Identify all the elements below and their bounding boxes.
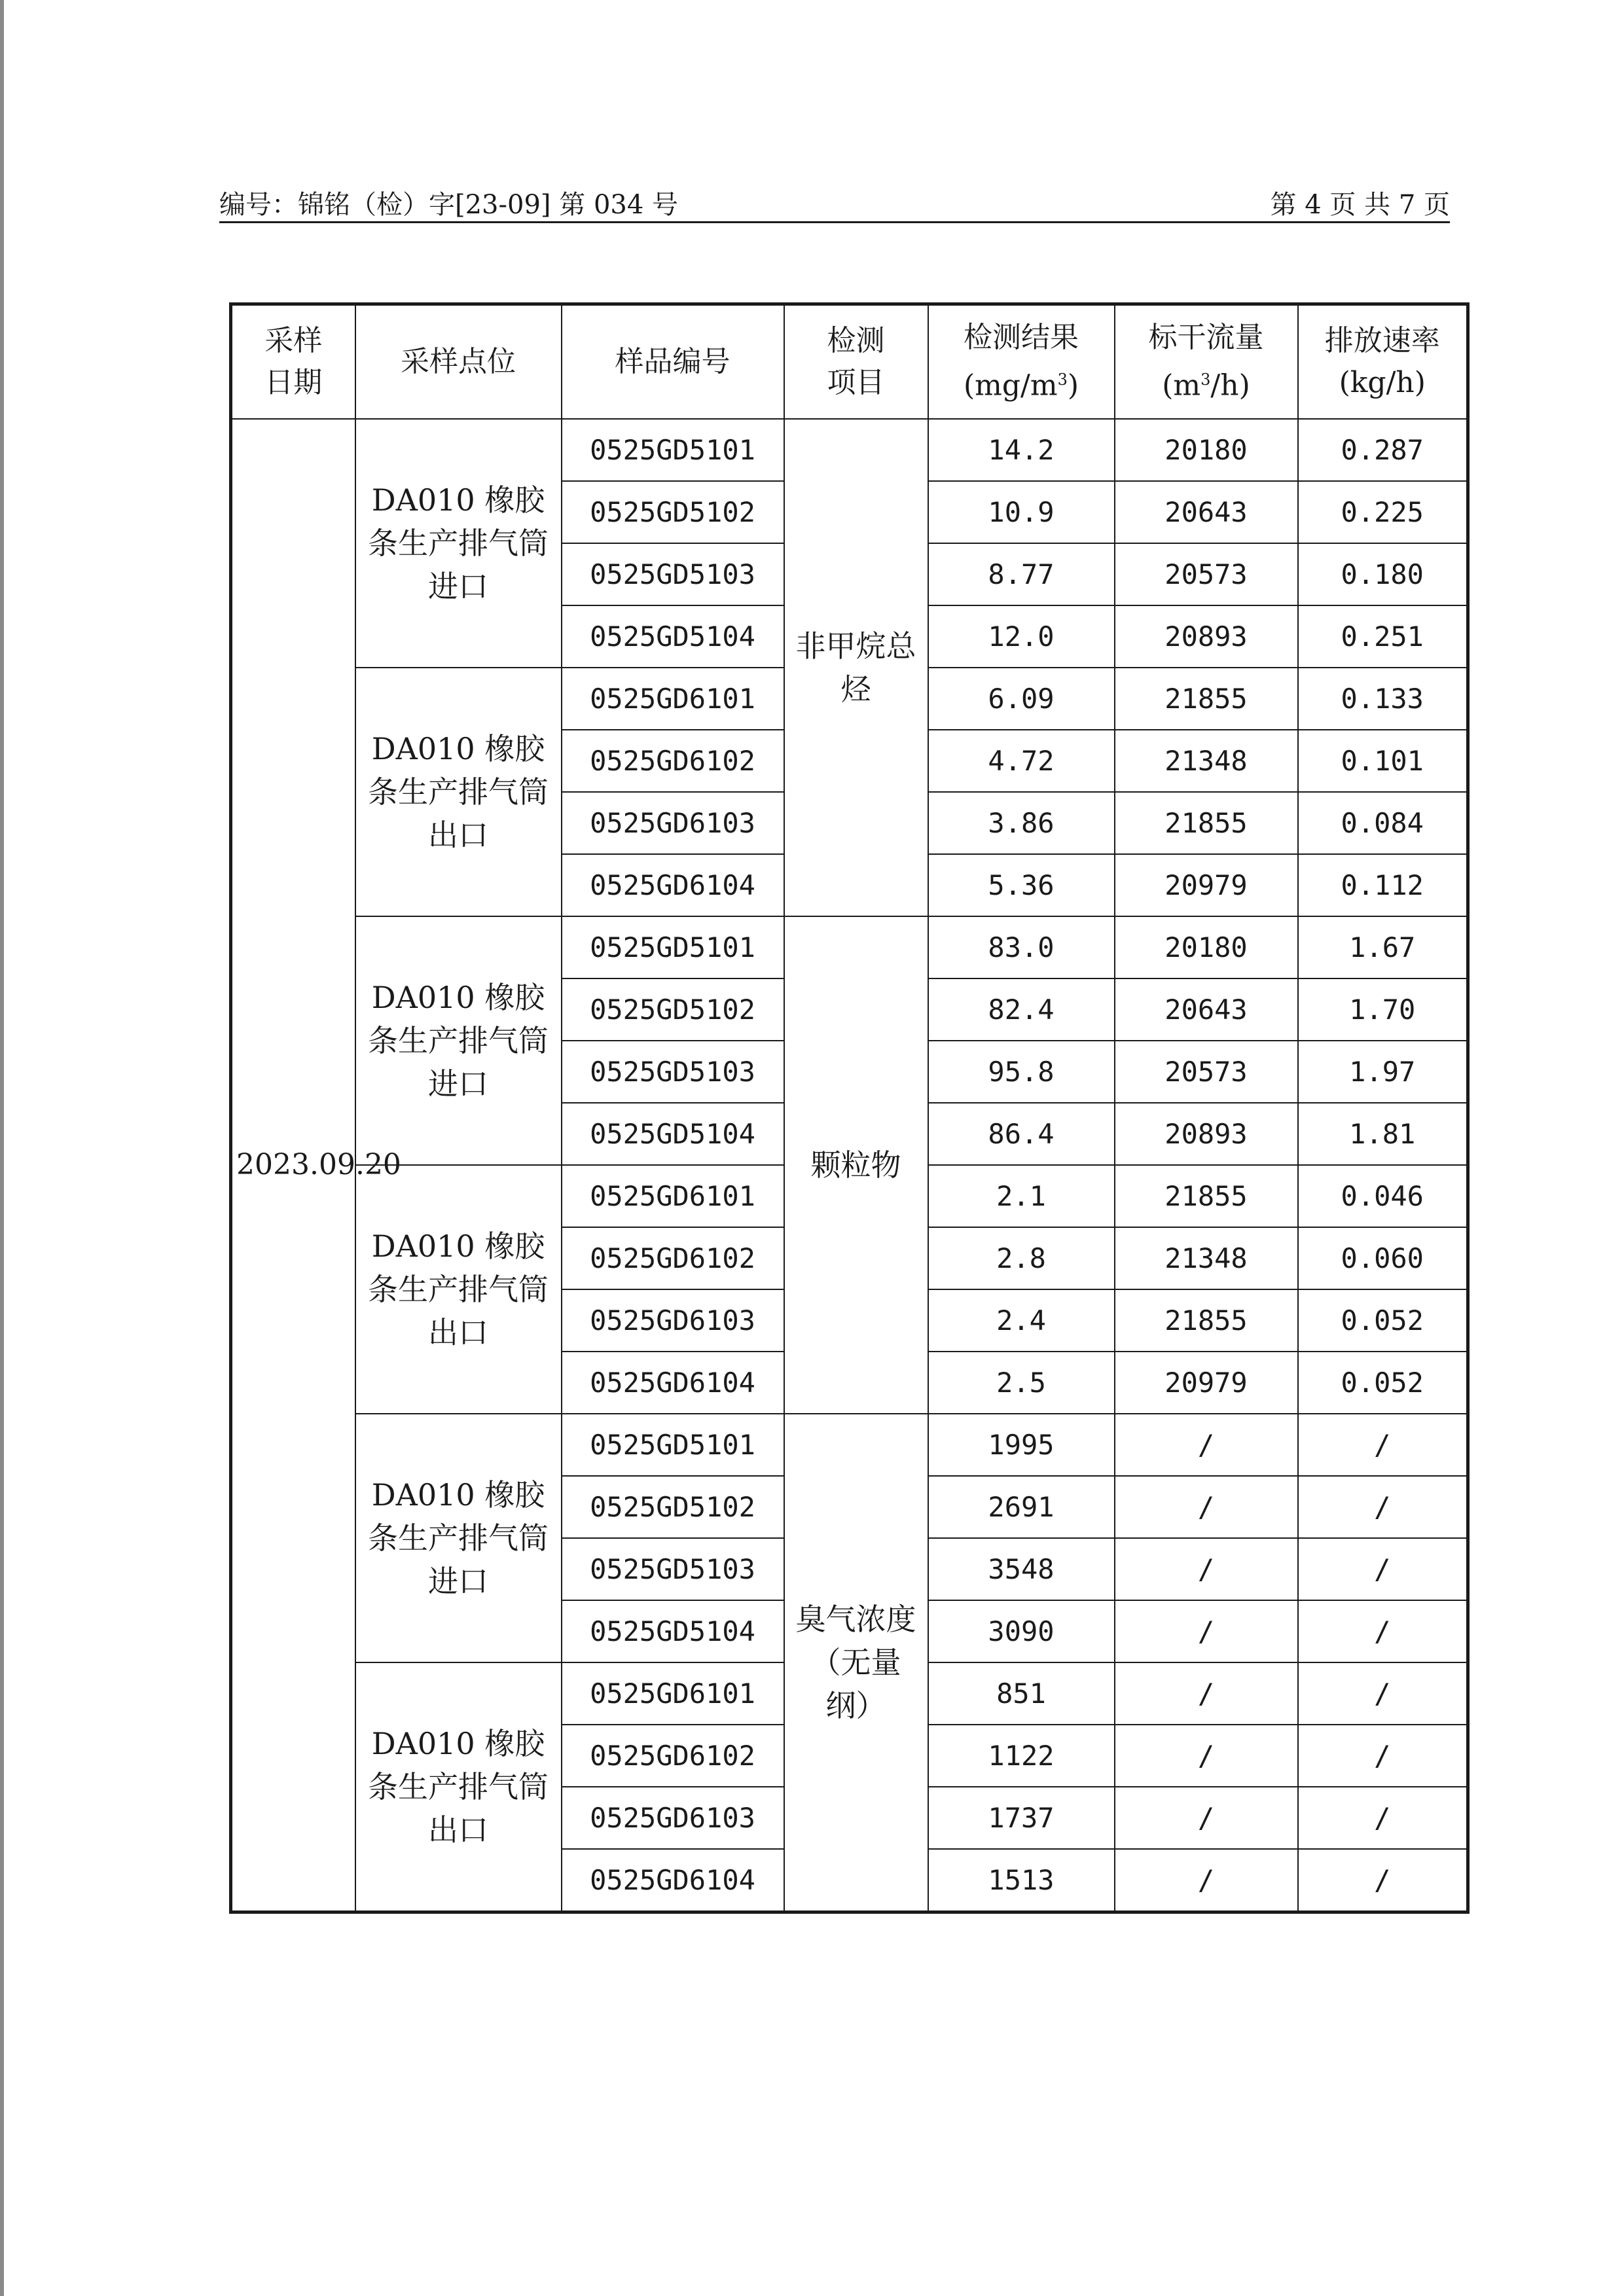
test-result: 2.1 [928, 1165, 1115, 1227]
sample-number: 0525GD5102 [562, 1476, 784, 1538]
test-result: 8.77 [928, 543, 1115, 605]
test-result: 82.4 [928, 978, 1115, 1041]
document-number: 编号：锦铭（检）字[23-09] 第 034 号 [219, 190, 679, 220]
sample-number: 0525GD5103 [562, 1041, 784, 1103]
test-result: 86.4 [928, 1103, 1115, 1165]
emission-rate: 0.180 [1298, 543, 1468, 605]
emission-rate: 0.084 [1298, 792, 1468, 854]
test-result: 12.0 [928, 605, 1115, 668]
test-result: 2.5 [928, 1352, 1115, 1414]
standard-dry-flow: 20180 [1115, 419, 1298, 481]
standard-dry-flow: 20573 [1115, 1041, 1298, 1103]
standard-dry-flow: 21855 [1115, 792, 1298, 854]
test-result: 83.0 [928, 916, 1115, 978]
header-sampling-date: 采样 日期 [231, 304, 355, 420]
sample-number: 0525GD6104 [562, 1849, 784, 1912]
emission-rate: 1.67 [1298, 916, 1468, 978]
test-item-pm: 颗粒物 [784, 916, 928, 1414]
sampling-site-outlet: DA010 橡胶条生产排气筒出口 [355, 1165, 562, 1414]
test-result: 4.72 [928, 730, 1115, 792]
sample-number: 0525GD5104 [562, 1600, 784, 1662]
standard-dry-flow: 21348 [1115, 730, 1298, 792]
standard-dry-flow: / [1115, 1787, 1298, 1849]
test-result: 5.36 [928, 854, 1115, 916]
test-result: 3.86 [928, 792, 1115, 854]
emission-rate: / [1298, 1662, 1468, 1725]
header-test-item: 检测 项目 [784, 304, 928, 420]
test-result: 10.9 [928, 481, 1115, 543]
test-result: 14.2 [928, 419, 1115, 481]
sample-number: 0525GD5103 [562, 1538, 784, 1600]
sample-number: 0525GD6101 [562, 1165, 784, 1227]
test-result: 1513 [928, 1849, 1115, 1912]
emission-rate: 0.225 [1298, 481, 1468, 543]
standard-dry-flow: 21348 [1115, 1227, 1298, 1289]
emission-rate: / [1298, 1600, 1468, 1662]
standard-dry-flow: / [1115, 1662, 1298, 1725]
emission-rate: 0.052 [1298, 1289, 1468, 1352]
standard-dry-flow: / [1115, 1476, 1298, 1538]
table-header-row [231, 304, 1468, 420]
standard-dry-flow: / [1115, 1600, 1298, 1662]
emission-rate: / [1298, 1538, 1468, 1600]
standard-dry-flow: 20643 [1115, 978, 1298, 1041]
standard-dry-flow: 21855 [1115, 1165, 1298, 1227]
emission-rate: 0.052 [1298, 1352, 1468, 1414]
sample-number: 0525GD6104 [562, 1352, 784, 1414]
sample-number: 0525GD6102 [562, 730, 784, 792]
page-number: 第 4 页 共 7 页 [1270, 190, 1450, 220]
emission-rate: 0.046 [1298, 1165, 1468, 1227]
test-result: 1122 [928, 1725, 1115, 1787]
sample-number: 0525GD6103 [562, 792, 784, 854]
sample-number: 0525GD5101 [562, 916, 784, 978]
header-sampling-site: 采样点位 [355, 304, 562, 420]
standard-dry-flow: / [1115, 1725, 1298, 1787]
standard-dry-flow: 20643 [1115, 481, 1298, 543]
emission-rate: 0.060 [1298, 1227, 1468, 1289]
emission-rate: / [1298, 1725, 1468, 1787]
header-sample-number: 样品编号 [562, 304, 784, 420]
scan-edge [0, 0, 4, 2296]
standard-dry-flow: / [1115, 1849, 1298, 1912]
header-test-result: 检测结果 $(mg/m^3)$ [928, 304, 1115, 420]
test-result: 1737 [928, 1787, 1115, 1849]
test-result: 2.4 [928, 1289, 1115, 1352]
emission-rate: 0.112 [1298, 854, 1468, 916]
test-result: 95.8 [928, 1041, 1115, 1103]
sample-number: 0525GD6103 [562, 1289, 784, 1352]
standard-dry-flow: 21855 [1115, 1289, 1298, 1352]
emission-rate: / [1298, 1787, 1468, 1849]
emission-rate: / [1298, 1476, 1468, 1538]
sample-number: 0525GD6101 [562, 1662, 784, 1725]
sampling-date: 2023.09.20 [231, 419, 355, 1912]
sample-number: 0525GD5102 [562, 481, 784, 543]
header-standard-dry-flow: 标干流量 $(m^3/h)$ [1115, 304, 1298, 420]
emission-rate: 0.251 [1298, 605, 1468, 668]
sample-number: 0525GD6102 [562, 1227, 784, 1289]
sample-number: 0525GD5101 [562, 1414, 784, 1476]
standard-dry-flow: 20893 [1115, 605, 1298, 668]
sample-number: 0525GD5103 [562, 543, 784, 605]
sampling-site-inlet: DA010 橡胶条生产排气筒进口 [355, 419, 562, 668]
table-row [231, 419, 1468, 481]
sample-number: 0525GD5104 [562, 605, 784, 668]
sample-number: 0525GD5101 [562, 419, 784, 481]
standard-dry-flow: / [1115, 1538, 1298, 1600]
sample-number: 0525GD6103 [562, 1787, 784, 1849]
emission-rate: 1.81 [1298, 1103, 1468, 1165]
table-row [231, 916, 1468, 978]
sampling-site-inlet: DA010 橡胶条生产排气筒进口 [355, 1414, 562, 1662]
test-result: 2.8 [928, 1227, 1115, 1289]
sample-number: 0525GD6102 [562, 1725, 784, 1787]
test-result: 3090 [928, 1600, 1115, 1662]
sample-number: 0525GD5104 [562, 1103, 784, 1165]
standard-dry-flow: 20180 [1115, 916, 1298, 978]
test-result: 3548 [928, 1538, 1115, 1600]
monitoring-results-table [229, 302, 1470, 1914]
sampling-site-outlet: DA010 橡胶条生产排气筒出口 [355, 1662, 562, 1912]
standard-dry-flow: 20893 [1115, 1103, 1298, 1165]
test-result: 1995 [928, 1414, 1115, 1476]
emission-rate: / [1298, 1849, 1468, 1912]
standard-dry-flow: 20979 [1115, 854, 1298, 916]
standard-dry-flow: 20573 [1115, 543, 1298, 605]
emission-rate: 1.70 [1298, 978, 1468, 1041]
test-result: 6.09 [928, 668, 1115, 730]
sample-number: 0525GD5102 [562, 978, 784, 1041]
emission-rate: 0.133 [1298, 668, 1468, 730]
emission-rate: 0.287 [1298, 419, 1468, 481]
test-result: 2691 [928, 1476, 1115, 1538]
standard-dry-flow: 20979 [1115, 1352, 1298, 1414]
test-item-odor: 臭气浓度（无量纲） [784, 1414, 928, 1912]
sampling-site-outlet: DA010 橡胶条生产排气筒出口 [355, 668, 562, 916]
emission-rate: / [1298, 1414, 1468, 1476]
table-row [231, 1414, 1468, 1476]
sample-number: 0525GD6104 [562, 854, 784, 916]
emission-rate: 1.97 [1298, 1041, 1468, 1103]
standard-dry-flow: 21855 [1115, 668, 1298, 730]
sampling-site-inlet: DA010 橡胶条生产排气筒进口 [355, 916, 562, 1165]
sample-number: 0525GD6101 [562, 668, 784, 730]
test-item-nmhc: 非甲烷总烃 [784, 419, 928, 916]
test-result: 851 [928, 1662, 1115, 1725]
page-header [219, 182, 1450, 221]
emission-rate: 0.101 [1298, 730, 1468, 792]
header-emission-rate: 排放速率 (kg/h) [1298, 304, 1468, 420]
header-rule [219, 221, 1450, 223]
standard-dry-flow: / [1115, 1414, 1298, 1476]
